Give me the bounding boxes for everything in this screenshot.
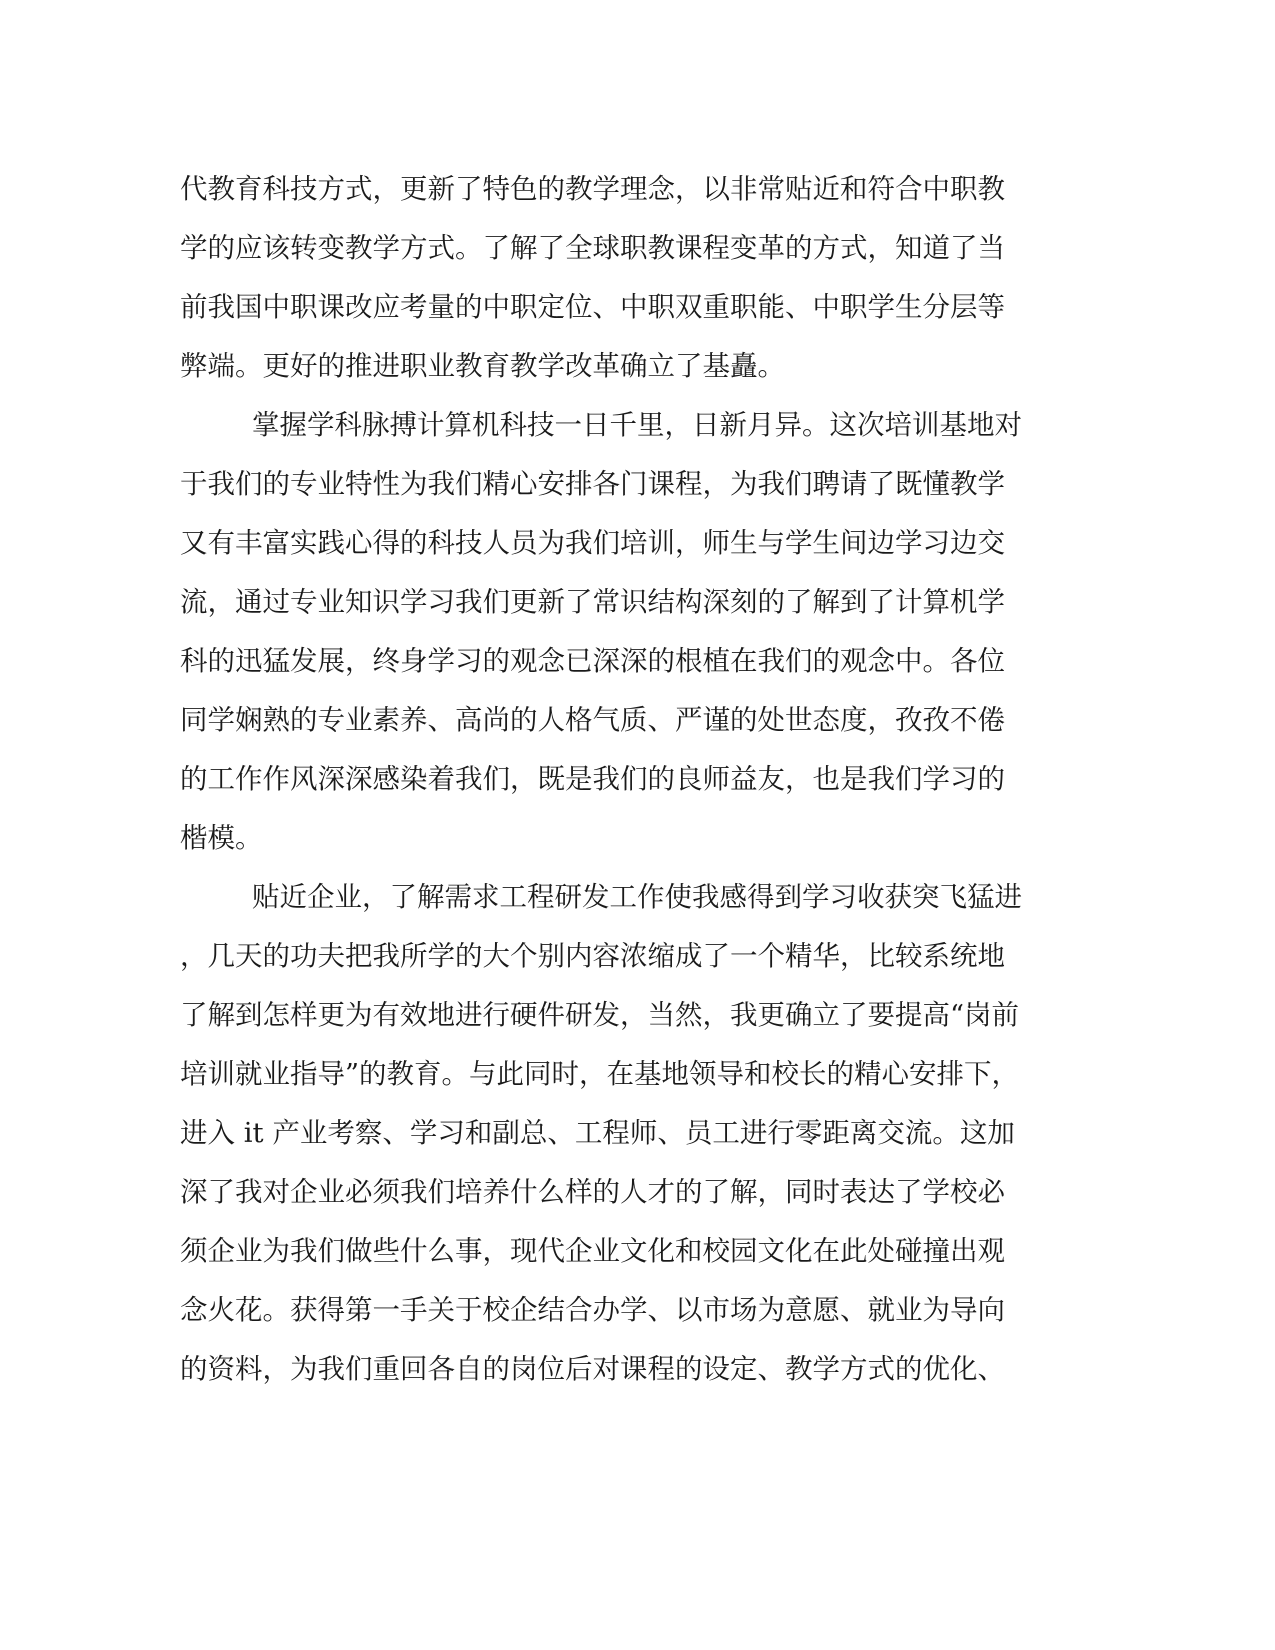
text-line: 进入 it 产业考察、学习和副总、工程师、员工进行零距离交流。这加 — [180, 1117, 1015, 1149]
text-line: 代教育科技方式，更新了特色的教学理念，以非常贴近和符合中职教 — [180, 173, 1005, 205]
text-line: 须企业为我们做些什么事，现代企业文化和校园文化在此处碰撞出观 — [180, 1235, 1005, 1267]
text-line: 学的应该转变教学方式。了解了全球职教课程变革的方式，知道了当 — [180, 232, 1005, 264]
paragraph-3 — [180, 868, 1030, 1399]
text-line: 流，通过专业知识学习我们更新了常识结构深刻的了解到了计算机学 — [180, 586, 1005, 618]
text-line: 于我们的专业特性为我们精心安排各门课程，为我们聘请了既懂教学 — [180, 468, 1005, 500]
text-line: 前我国中职课改应考量的中职定位、中职双重职能、中职学生分层等 — [180, 291, 1005, 323]
paragraph-2 — [180, 396, 1030, 868]
text-line: 深了我对企业必须我们培养什么样的人才的了解，同时表达了学校必 — [180, 1176, 1005, 1208]
text-line: 念火花。获得第一手关于校企结合办学、以市场为意愿、就业为导向 — [180, 1294, 1005, 1326]
text-line: 科的迅猛发展，终身学习的观念已深深的根植在我们的观念中。各位 — [180, 645, 1005, 677]
text-line: 又有丰富实践心得的科技人员为我们培训，师生与学生间边学习边交 — [180, 527, 1005, 559]
document-body — [180, 160, 1030, 1399]
text-line: 的工作作风深深感染着我们，既是我们的良师益友，也是我们学习的 — [180, 763, 1005, 795]
text-line: 楷模。 — [180, 822, 263, 854]
text-line: 弊端。更好的推进职业教育教学改革确立了基矗。 — [180, 350, 785, 382]
paragraph-1 — [180, 160, 1030, 396]
text-line: 培训就业指导”的教育。与此同时，在基地领导和校长的精心安排下， — [180, 1058, 1020, 1090]
text-line: 同学娴熟的专业素养、高尚的人格气质、严谨的处世态度，孜孜不倦 — [180, 704, 1005, 736]
text-line: 掌握学科脉搏计算机科技一日千里，日新月异。这次培训基地对 — [252, 409, 1022, 441]
text-line: 的资料，为我们重回各自的岗位后对课程的设定、教学方式的优化、 — [180, 1353, 1005, 1385]
text-line: 贴近企业，了解需求工程研发工作使我感得到学习收获突飞猛进 — [252, 881, 1022, 913]
text-line: 了解到怎样更为有效地进行硬件研发，当然，我更确立了要提高“岗前 — [180, 999, 1020, 1031]
text-line: ，几天的功夫把我所学的大个别内容浓缩成了一个精华，比较系统地 — [180, 940, 1005, 972]
